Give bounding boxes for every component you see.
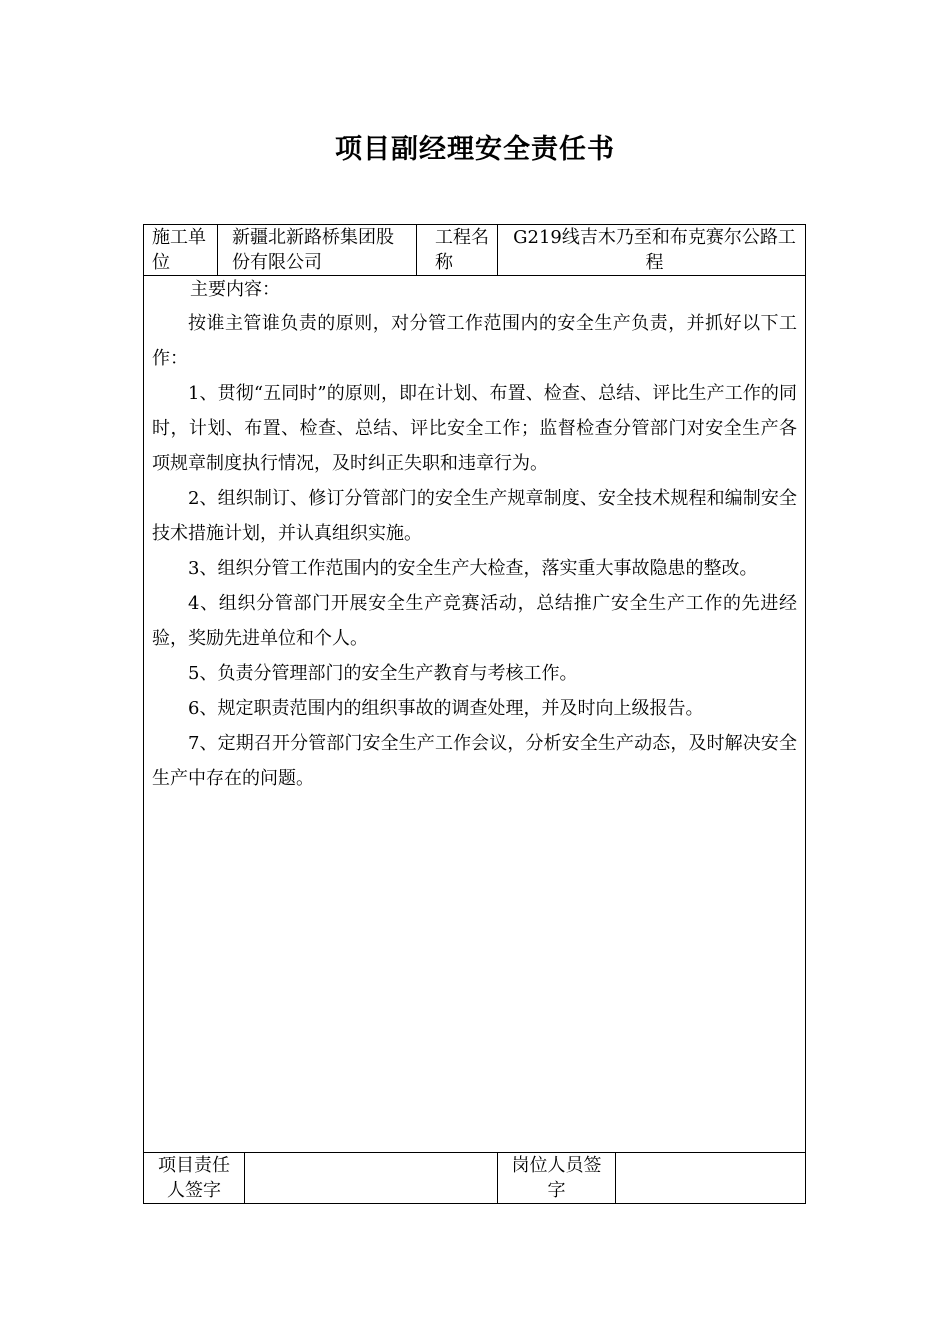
content-paragraph: 7、定期召开分管部门安全生产工作会议，分析安全生产动态，及时解决安全生产中存在的问题。	[152, 733, 798, 789]
content-paragraph: 6、规定职责范围内的组织事故的调查处理，并及时向上级报告。	[188, 698, 704, 719]
staff-signature-field[interactable]	[616, 1153, 806, 1204]
content-heading: 主要内容：	[190, 279, 280, 300]
responsibility-table	[143, 224, 806, 1204]
document-title: 项目副经理安全责任书	[335, 134, 615, 165]
unit-label: 施工单位	[144, 225, 218, 276]
content-paragraph: 5、负责分管理部门的安全生产教育与考核工作。	[188, 663, 578, 684]
content-cell	[144, 276, 806, 1153]
content-paragraph: 2、组织制订、修订分管部门的安全生产规章制度、安全技术规程和编制安全技术措施计划，并认真组织实施。	[152, 488, 798, 544]
manager-signature-label: 项目责任人签字	[144, 1153, 245, 1204]
content-paragraph: 3、组织分管工作范围内的安全生产大检查，落实重大事故隐患的整改。	[188, 558, 758, 579]
content-paragraph: 1、贯彻“五同时”的原则，即在计划、布置、检查、总结、评比生产工作的同时，计划、布置、检查、总结、评比安全工作；监督检查分管部门对安全生产各项规章制度执行情况，及时纠正失职和违章行为。	[152, 383, 798, 474]
content-paragraph: 按谁主管谁负责的原则，对分管工作范围内的安全生产负责，并抓好以下工作：	[152, 313, 798, 369]
content-paragraph: 4、组织分管部门开展安全生产竞赛活动，总结推广安全生产工作的先进经验，奖励先进单位和个人。	[152, 593, 798, 649]
staff-signature-label: 岗位人员签字	[498, 1153, 616, 1204]
project-value: G219线吉木乃至和布克赛尔公路工程	[498, 225, 806, 276]
signature-row	[144, 1153, 806, 1204]
project-label: 工程名称	[417, 225, 498, 276]
manager-signature-field[interactable]	[245, 1153, 498, 1204]
unit-value: 新疆北新路桥集团股份有限公司	[218, 225, 417, 276]
header-row	[144, 225, 806, 276]
content-row	[144, 276, 806, 1153]
